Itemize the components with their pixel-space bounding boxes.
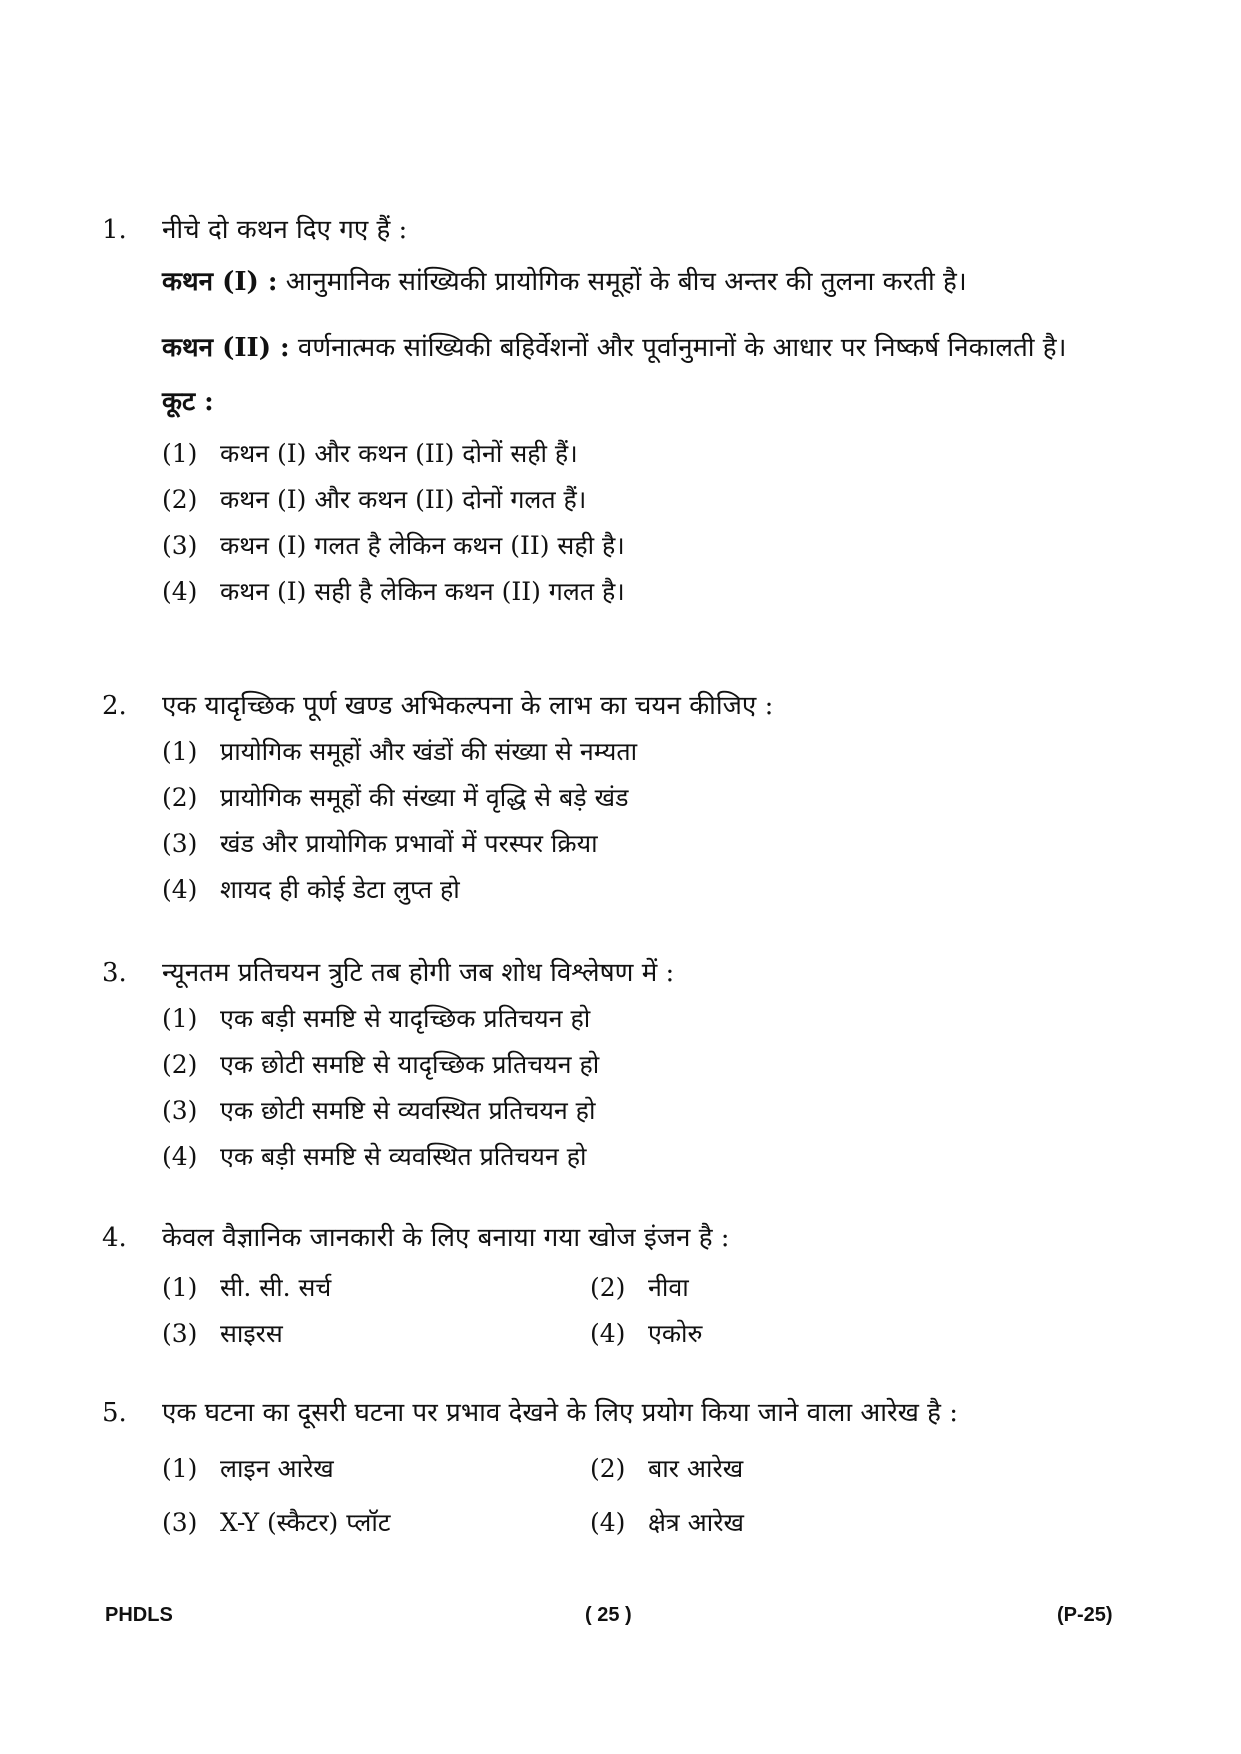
option-number: (1): [162, 439, 198, 468]
option: [162, 480, 1142, 520]
question-3: [102, 953, 1142, 1177]
option-number: (4): [590, 1319, 626, 1348]
option-number: (4): [162, 577, 198, 606]
option-text: लाइन आरेख: [220, 1454, 334, 1483]
option: [162, 434, 1142, 474]
question-number: 1.: [102, 215, 127, 245]
option-row: [162, 1449, 1142, 1489]
option: [162, 778, 1142, 818]
option-row: [162, 1268, 1142, 1308]
option: [162, 526, 1142, 566]
question-4: [102, 1218, 1142, 1354]
option-number: (3): [162, 1319, 198, 1348]
option-number: (1): [162, 737, 198, 766]
option-number: (3): [162, 829, 198, 858]
statement-label: कथन (II) :: [162, 333, 290, 363]
option-number: (2): [162, 485, 198, 514]
option: [162, 999, 1142, 1039]
option-number: (1): [162, 1273, 198, 1302]
option-text: कथन (I) सही है लेकिन कथन (II) गलत है।: [220, 577, 625, 606]
question-text: नीचे दो कथन दिए गए हैं :: [162, 215, 408, 245]
question-text: एक घटना का दूसरी घटना पर प्रभाव देखने के लिए प्रयोग किया जाने वाला आरेख है :: [162, 1398, 958, 1428]
option-row: [162, 1314, 1142, 1354]
statement-text: वर्णनात्मक सांख्यिकी बहिर्वेशनों और पूर्वानुमानों के आधार पर निष्कर्ष निकालती है।: [297, 333, 1067, 363]
question-text: एक यादृच्छिक पूर्ण खण्ड अभिकल्पना के लाभ का चयन कीजिए :: [162, 691, 774, 721]
option-text: X-Y (स्कैटर) प्लॉट: [220, 1508, 391, 1537]
footer-code: PHDLS: [105, 1604, 173, 1626]
question-number: 5.: [102, 1398, 127, 1428]
question-text: न्यूनतम प्रतिचयन त्रुटि तब होगी जब शोध विश्लेषण में :: [162, 958, 675, 988]
question-number: 2.: [102, 691, 127, 721]
option: [162, 1137, 1142, 1177]
statement-2: [162, 328, 1142, 368]
option: [162, 1091, 1142, 1131]
footer-page-ref: (P-25): [1057, 1604, 1113, 1626]
option-text: एक छोटी समष्टि से व्यवस्थित प्रतिचयन हो: [220, 1096, 596, 1125]
option-text: एकोरु: [648, 1319, 703, 1348]
option-number: (2): [590, 1273, 626, 1302]
question-5: [102, 1393, 1142, 1543]
option-number: (4): [162, 875, 198, 904]
option-text: सी. सी. सर्च: [220, 1273, 332, 1302]
option-text: खंड और प्रायोगिक प्रभावों में परस्पर क्रिया: [220, 829, 598, 858]
option: [162, 732, 1142, 772]
option: [162, 1045, 1142, 1085]
option-number: (3): [162, 1508, 198, 1537]
option-number: (1): [162, 1004, 198, 1033]
option-number: (2): [162, 783, 198, 812]
option-text: कथन (I) गलत है लेकिन कथन (II) सही है।: [220, 531, 625, 560]
option: [162, 572, 1142, 612]
option-number: (2): [590, 1454, 626, 1483]
option-number: (3): [162, 1096, 198, 1125]
option: [162, 870, 1142, 910]
question-2: [102, 686, 1142, 910]
option-text: शायद ही कोई डेटा लुप्त हो: [220, 875, 460, 904]
option-text: एक बड़ी समष्टि से यादृच्छिक प्रतिचयन हो: [220, 1004, 591, 1033]
option-text: कथन (I) और कथन (II) दोनों सही हैं।: [220, 439, 578, 468]
option-text: एक बड़ी समष्टि से व्यवस्थित प्रतिचयन हो: [220, 1142, 587, 1171]
option-number: (2): [162, 1050, 198, 1079]
option-text: प्रायोगिक समूहों की संख्या में वृद्धि से बड़े खंड: [220, 783, 629, 812]
question-number: 4.: [102, 1223, 127, 1253]
page-number: ( 25 ): [585, 1604, 632, 1626]
statement-label: कथन (I) :: [162, 267, 278, 297]
statement-1: [162, 262, 1142, 302]
statement-text: आनुमानिक सांख्यिकी प्रायोगिक समूहों के बीच अन्तर की तुलना करती है।: [285, 267, 967, 297]
option-text: नीवा: [648, 1273, 689, 1302]
code-label: कूट :: [162, 387, 214, 417]
option-number: (4): [162, 1142, 198, 1171]
option-text: साइरस: [220, 1319, 283, 1348]
question-number: 3.: [102, 958, 127, 988]
option-number: (4): [590, 1508, 626, 1537]
option-row: [162, 1503, 1142, 1543]
option-text: बार आरेख: [648, 1454, 744, 1483]
question-1: [102, 210, 1142, 612]
option-number: (1): [162, 1454, 198, 1483]
option-text: कथन (I) और कथन (II) दोनों गलत हैं।: [220, 485, 587, 514]
question-text: केवल वैज्ञानिक जानकारी के लिए बनाया गया खोज इंजन है :: [162, 1223, 730, 1253]
option-text: एक छोटी समष्टि से यादृच्छिक प्रतिचयन हो: [220, 1050, 600, 1079]
option-text: क्षेत्र आरेख: [648, 1508, 744, 1537]
option-text: प्रायोगिक समूहों और खंडों की संख्या से नम्यता: [220, 737, 638, 766]
option: [162, 824, 1142, 864]
option-number: (3): [162, 531, 198, 560]
